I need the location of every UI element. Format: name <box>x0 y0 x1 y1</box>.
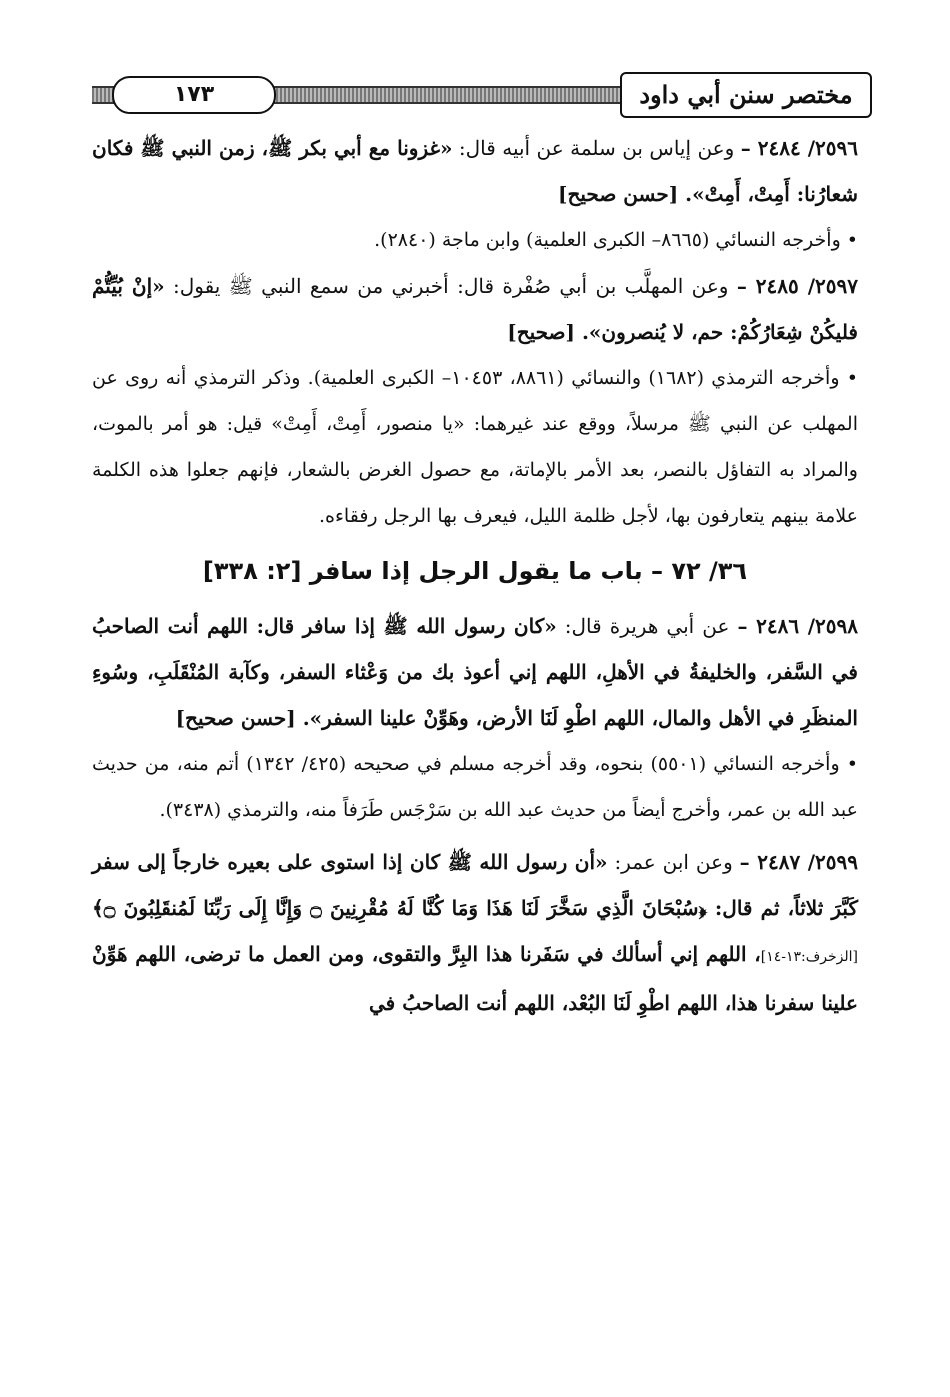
hadith-2598-note: • وأخرجه النسائي (٥٥٠١) بنحوه، وقد أخرجه مسلم في صحيحه (٤٢٥/ ١٣٤٢) أتم منه، من حديث عبد الله بن عمر، وأخرج أيضاً من حديث عبد الله بن سَرْجَس طَرَفاً منه، والترمذي (٣٤٣٨). <box>92 753 858 821</box>
hadith-intro: وعن المهلَّب بن أبي صُفْرة قال: أخبرني من سمع النبي ﷺ يقول: <box>164 274 737 298</box>
hadith-number: ٢٥٩٨/ ٢٤٨٦ – <box>737 614 858 638</box>
hadith-2598 <box>92 603 858 741</box>
hadith-intro: وعن إياس بن سلمة عن أبيه قال: <box>452 136 741 160</box>
quran-reference: [الزخرف:١٣-١٤] <box>760 949 858 965</box>
hadith-text-continued: ، اللهم إني أسألك في سَفَرنا هذا البِرَّ والتقوى، ومن العمل ما ترضى، اللهم هَوِّنْ علينا سفرنا هذا، اللهم اطْوِ لَنَا البُعْد، اللهم أنت الصاحبُ في <box>92 942 858 1015</box>
page-body <box>92 125 858 1026</box>
hadith-2596 <box>92 125 858 217</box>
hadith-2596-note: • وأخرجه النسائي (٨٦٦٥– الكبرى العلمية) وابن ماجة (٢٨٤٠). <box>374 229 858 251</box>
hadith-2599 <box>92 839 858 1026</box>
chapter-heading: ٣٦/ ٧٢ – باب ما يقول الرجل إذا سافر [٢: ٣٣٨] <box>202 557 748 585</box>
hadith-number: ٢٥٩٦/ ٢٤٨٤ – <box>740 136 858 160</box>
page-number: ١٧٣ <box>112 76 276 114</box>
hadith-intro: وعن ابن عمر: <box>607 850 740 874</box>
page-header <box>92 72 872 120</box>
hadith-text: «أن رسول الله ﷺ كان إذا استوى على بعيره خارجاً إلى سفر كَبَّرَ ثلاثاً، ثم قال: ﴿سُبْحَانَ الَّذِي سَخَّرَ لَنَا هَذَا وَمَا كُنَّا لَهُ مُقْرِنِينَ ۝ وَإِنَّا إِلَى رَبِّنَا لَمُنقَلِبُونَ ۝﴾ <box>92 850 858 920</box>
hadith-2597 <box>92 263 858 355</box>
hadith-number: ٢٥٩٩/ ٢٤٨٧ – <box>739 850 858 874</box>
hadith-text: «إنْ بُيِّتُّمْ فليكُنْ شِعَارُكُمْ: حم، لا يُنصرون». [صحيح] <box>92 274 858 344</box>
hadith-intro: عن أبي هريرة قال: <box>556 614 738 638</box>
hadith-number: ٢٥٩٧/ ٢٤٨٥ – <box>736 274 858 298</box>
hadith-text: «كان رسول الله ﷺ إذا سافر قال: اللهم أنت الصاحبُ في السَّفر، والخليفةُ في الأهلِ، اللهم إني أعوذ بك من وَعْثاء السفر، وكآبة المُنْقَلَبِ، وسُوءِ المنظَرِ في الأهل والمال، اللهم اطْوِ لَنَا الأرض، وهَوِّنْ علينا السفر». [حسن صحيح] <box>92 614 858 730</box>
hadith-text: «غزونا مع أبي بكر ﷺ، زمن النبي ﷺ فكان شعارُنا: أَمِتْ، أَمِتْ». [حسن صحيح] <box>92 136 858 206</box>
hadith-2597-note: • وأخرجه الترمذي (١٦٨٢) والنسائي (٨٨٦١، ١٠٤٥٣– الكبرى العلمية). وذكر الترمذي أنه روى عن المهلب عن النبي ﷺ مرسلاً، ووقع عند غيرهما: «يا منصور، أَمِتْ، أَمِتْ» قيل: هو أمر بالموت، والمراد به التفاؤل بالنصر، بعد الأمر بالإماتة، مع حصول الغرض بالشعار، فإنهم جعلوا هذه الكلمة علامة بينهم يتعارفون بها، لأجل ظلمة الليل، فيعرف بها الرجل رفقاءه. <box>92 367 858 527</box>
book-title: مختصر سنن أبي داود <box>620 72 872 118</box>
